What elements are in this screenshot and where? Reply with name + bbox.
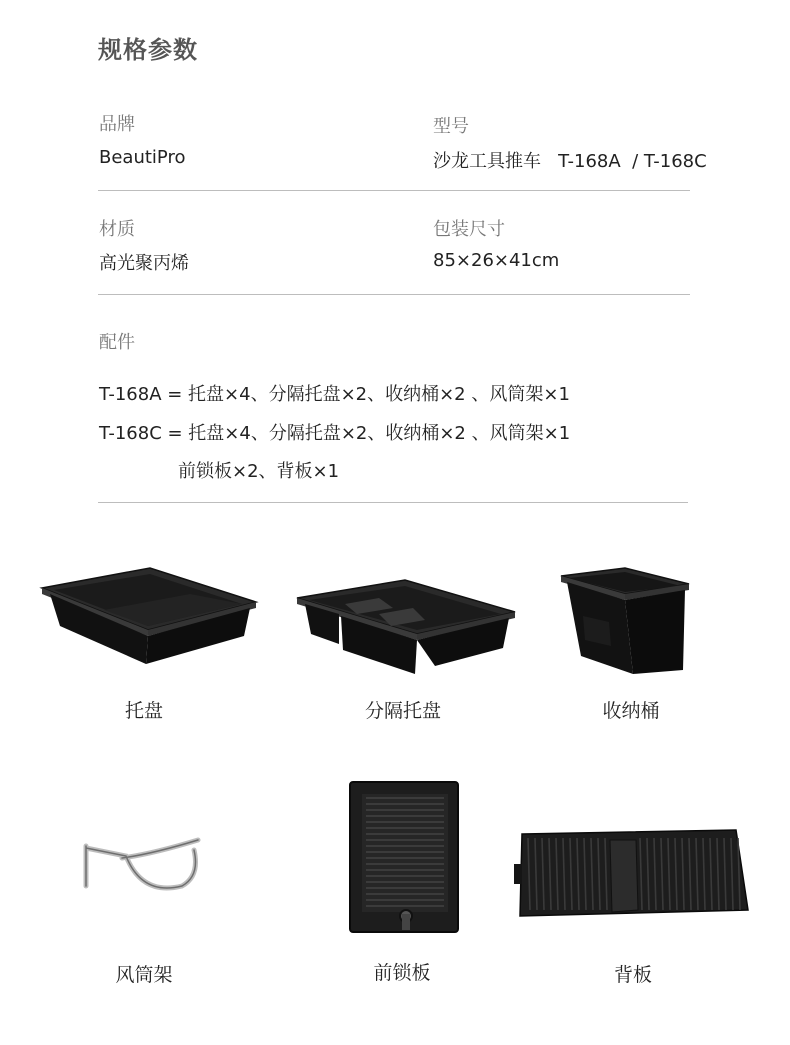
model-value: 沙龙工具推车 T-168A / T-168C (433, 151, 707, 172)
divider (98, 294, 690, 295)
material-value: 高光聚丙烯 (99, 253, 189, 274)
model-label: 型号 (433, 116, 469, 137)
package-label: 包装尺寸 (433, 219, 505, 240)
brand-value: BeautiPro (99, 147, 186, 168)
product-caption: 背板 (613, 964, 652, 986)
accessories-line-c: T-168C = 托盘×4、分隔托盘×2、收纳桶×2 、风筒架×1 (99, 423, 571, 444)
tray-icon (38, 566, 260, 666)
back-panel-icon (514, 830, 750, 922)
product-caption: 托盘 (124, 700, 163, 722)
product-caption: 分隔托盘 (364, 700, 441, 722)
brand-label: 品牌 (99, 114, 135, 135)
divider (98, 190, 690, 191)
product-caption: 前锁板 (373, 962, 431, 984)
accessories-line-c-extra: 前锁板×2、背板×1 (178, 461, 340, 482)
divided-tray-icon (295, 578, 517, 678)
dryer-holder-icon (82, 836, 206, 900)
product-caption: 风筒架 (115, 964, 173, 986)
product-caption: 收纳桶 (602, 700, 660, 722)
page-title: 规格参数 (98, 36, 198, 64)
divider (98, 502, 688, 503)
material-label: 材质 (99, 219, 135, 240)
storage-bin-icon (559, 566, 691, 678)
accessories-label: 配件 (99, 332, 135, 353)
package-value: 85×26×41cm (433, 250, 560, 271)
accessories-line-a: T-168A = 托盘×4、分隔托盘×2、收纳桶×2 、风筒架×1 (99, 384, 570, 405)
front-lock-panel-icon (348, 780, 460, 936)
